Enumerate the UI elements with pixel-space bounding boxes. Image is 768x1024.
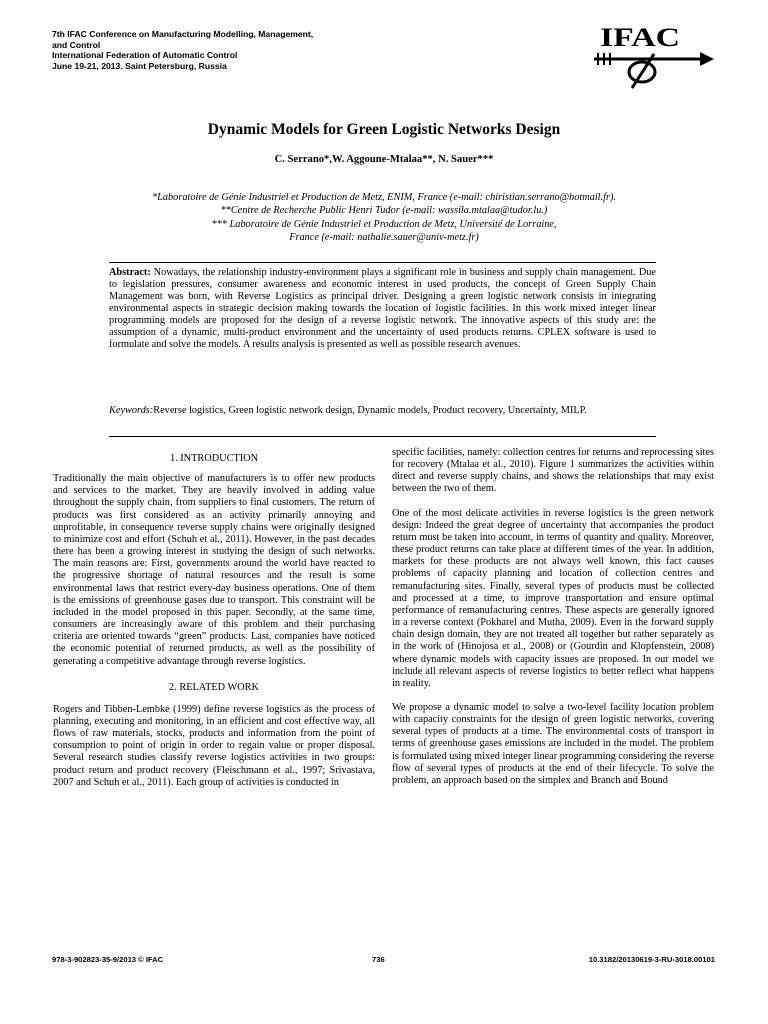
right-column xyxy=(392,447,714,787)
affiliation-line: *Laboratoire de Génie Industriel et Production de Metz, ENIM, France (e-mail: chiristian.serrano@hotmail.fr). xyxy=(152,192,616,203)
abstract-top-rule xyxy=(109,262,656,263)
left-column xyxy=(53,453,375,789)
paper-title: Dynamic Models for Green Logistic Networks Design xyxy=(207,121,561,138)
body-paragraph: We propose a dynamic model to solve a two-level facility location problem with capacity constraints for the design of green logistic networks, covering several types of products at a time. The environmental costs of transport in terms of greenhouse gases emissions are included in the model. The problem is formulated using mixed integer linear programming considering the reverse flow of several types of products at the end of their lifecycle. To solve the problem, an approach based on the simplex and Branch and Bound xyxy=(392,701,714,786)
conference-line: 7th IFAC Conference on Manufacturing Modelling, Management, xyxy=(52,29,314,39)
abstract-bottom-rule xyxy=(109,436,656,437)
introduction-text: Traditionally the main objective of manufacturers is to offer new products and services to the market. They are heavily involved in adding value throughout the supply chain, from suppliers to final customers. The return of products was first considered as an activity primarily annoying and unprofitable, in consequence reverse supply chains were originally designed to minimize cost and effort (Schuh et al., 2011). However, in the past decades there has been a growing interest in studying the design of such networks. The main reasons are: First, governments around the world have reacted to the progressive shortage of natural resources and the result is some environmental laws that restrict every-day business operations. One of them is the emissions of greenhouse gases due to transport. This constraint will be included in the model proposed in this paper. Secondly, at the same time, consumers are increasingly aware of this problem and their purchasing criteria are oriented towards “green” products. Last, companies have noticed the economic potential of returned products, as well as the possibility of generating a competitive advantage through reverse logistics. xyxy=(53,473,375,667)
keywords-text: Reverse logistics, Green logistic network design, Dynamic models, Product recovery, Uncertainty, MILP. xyxy=(153,405,587,416)
keywords-label: Keywords: xyxy=(109,405,154,416)
footer-doi: 10.3182/20130619-3-RU-3018.00101 xyxy=(588,955,715,964)
abstract xyxy=(109,267,656,351)
footer-isbn: 978-3-902823-35-9/2013 © IFAC xyxy=(52,955,164,964)
conference-line: International Federation of Automatic Control xyxy=(52,50,238,61)
affiliation-line: **Centre de Recherche Public Henri Tudor (e-mail: wassila.mtalaa@tudor.lu.) xyxy=(220,205,548,217)
section-heading-introduction: 1. INTRODUCTION xyxy=(169,453,259,464)
related-work-text: Rogers and Tibben-Lembke (1999) define reverse logistics as the process of planning, executing and monitoring, in an efficient and cost effective way, all flows of raw materials, stocks, products and information from the point of consumption to point of origin in order to regain value or proper disposal. Several research studies classify reverse logistics activities in two groups: product return and product recovery (Fleischmann et al., 1997; Srivastava, 2007 and Schuh et al., 2011). Each group of activities is conducted in xyxy=(53,703,375,788)
abstract-text: Nowadays, the relationship industry-environment plays a significant role in business and supply chain management. Due to legislation pressures, consumer awareness and economic interest in used products, the concept of Green Supply Chain Management was born, with Reverse Logistics as principal driver. Designing a green logistic network consists in integrating environmental aspects in strategic decision making towards the location of logistic facilities. In this work mixed integer linear programming models are proposed for the design of a reverse logistic network. The innovative aspects of this study are: the assumption of a dynamic, multi-product environment and the uncertainty of used products returns. CPLEX software is used to formulate and solve the models. A results analysis is presented as well as possible research avenues. xyxy=(109,267,656,351)
affiliation-line: France (e-mail: nathalie.sauer@univ-metz.fr) xyxy=(289,232,479,244)
abstract-label: Abstract: xyxy=(109,267,151,278)
section-heading-related-work: 2. RELATED WORK xyxy=(169,681,259,693)
ifac-logo-text: IFAC xyxy=(600,23,680,52)
paper-authors: C. Serrano*,W. Aggoune-Mtalaa**, N. Sauer*** xyxy=(274,154,494,165)
keywords xyxy=(109,405,656,417)
footer-page-number: 736 xyxy=(372,955,385,964)
conference-line: and Control xyxy=(52,39,101,50)
body-paragraph: One of the most delicate activities in reverse logistics is the green network design: Indeed the great degree of uncertainty that accompanies the product return must be taken into account, in terms of quantity and quality. Moreover, these product returns can take place at different times of the year. In addition, markets for these products are not always well known, this fact causes problems of capacity planning and location of collection centres and remanufacturing sites. Finally, several types of products must be collected and processed at a time, to improve transportation and ensure optimal performance of remanufacturing centres. These aspects are generally ignored in a reverse context (Pokharel and Mutha, 2009). Even in the forward supply chain design domain, they are not treated all together but rather separately as in the work of (Hinojosa et al., 2008) or (Gourdin and Klopfenstein, 2008) where dynamic models with capacity issues are proposed. In our model we include all relevant aspects of reverse logistics to better reflect what happens in reality. xyxy=(392,507,714,689)
conference-line: June 19-21, 2013. Saint Petersburg, Russia xyxy=(52,60,227,71)
ifac-logo xyxy=(592,22,718,90)
affiliations xyxy=(60,191,708,245)
affiliation-line: *** Laboratoire de Génie Industriel et Production de Metz, Université de Lorraine, xyxy=(211,218,557,230)
conference-header xyxy=(52,29,412,71)
body-paragraph: specific facilities, namely: collection centres for returns and reprocessing sites for recovery (Mtalaa et al., 2010). Figure 1 summarizes the activities within direct and reverse supply chains, and shows the relationships that may exist between the two of them. xyxy=(392,447,714,495)
